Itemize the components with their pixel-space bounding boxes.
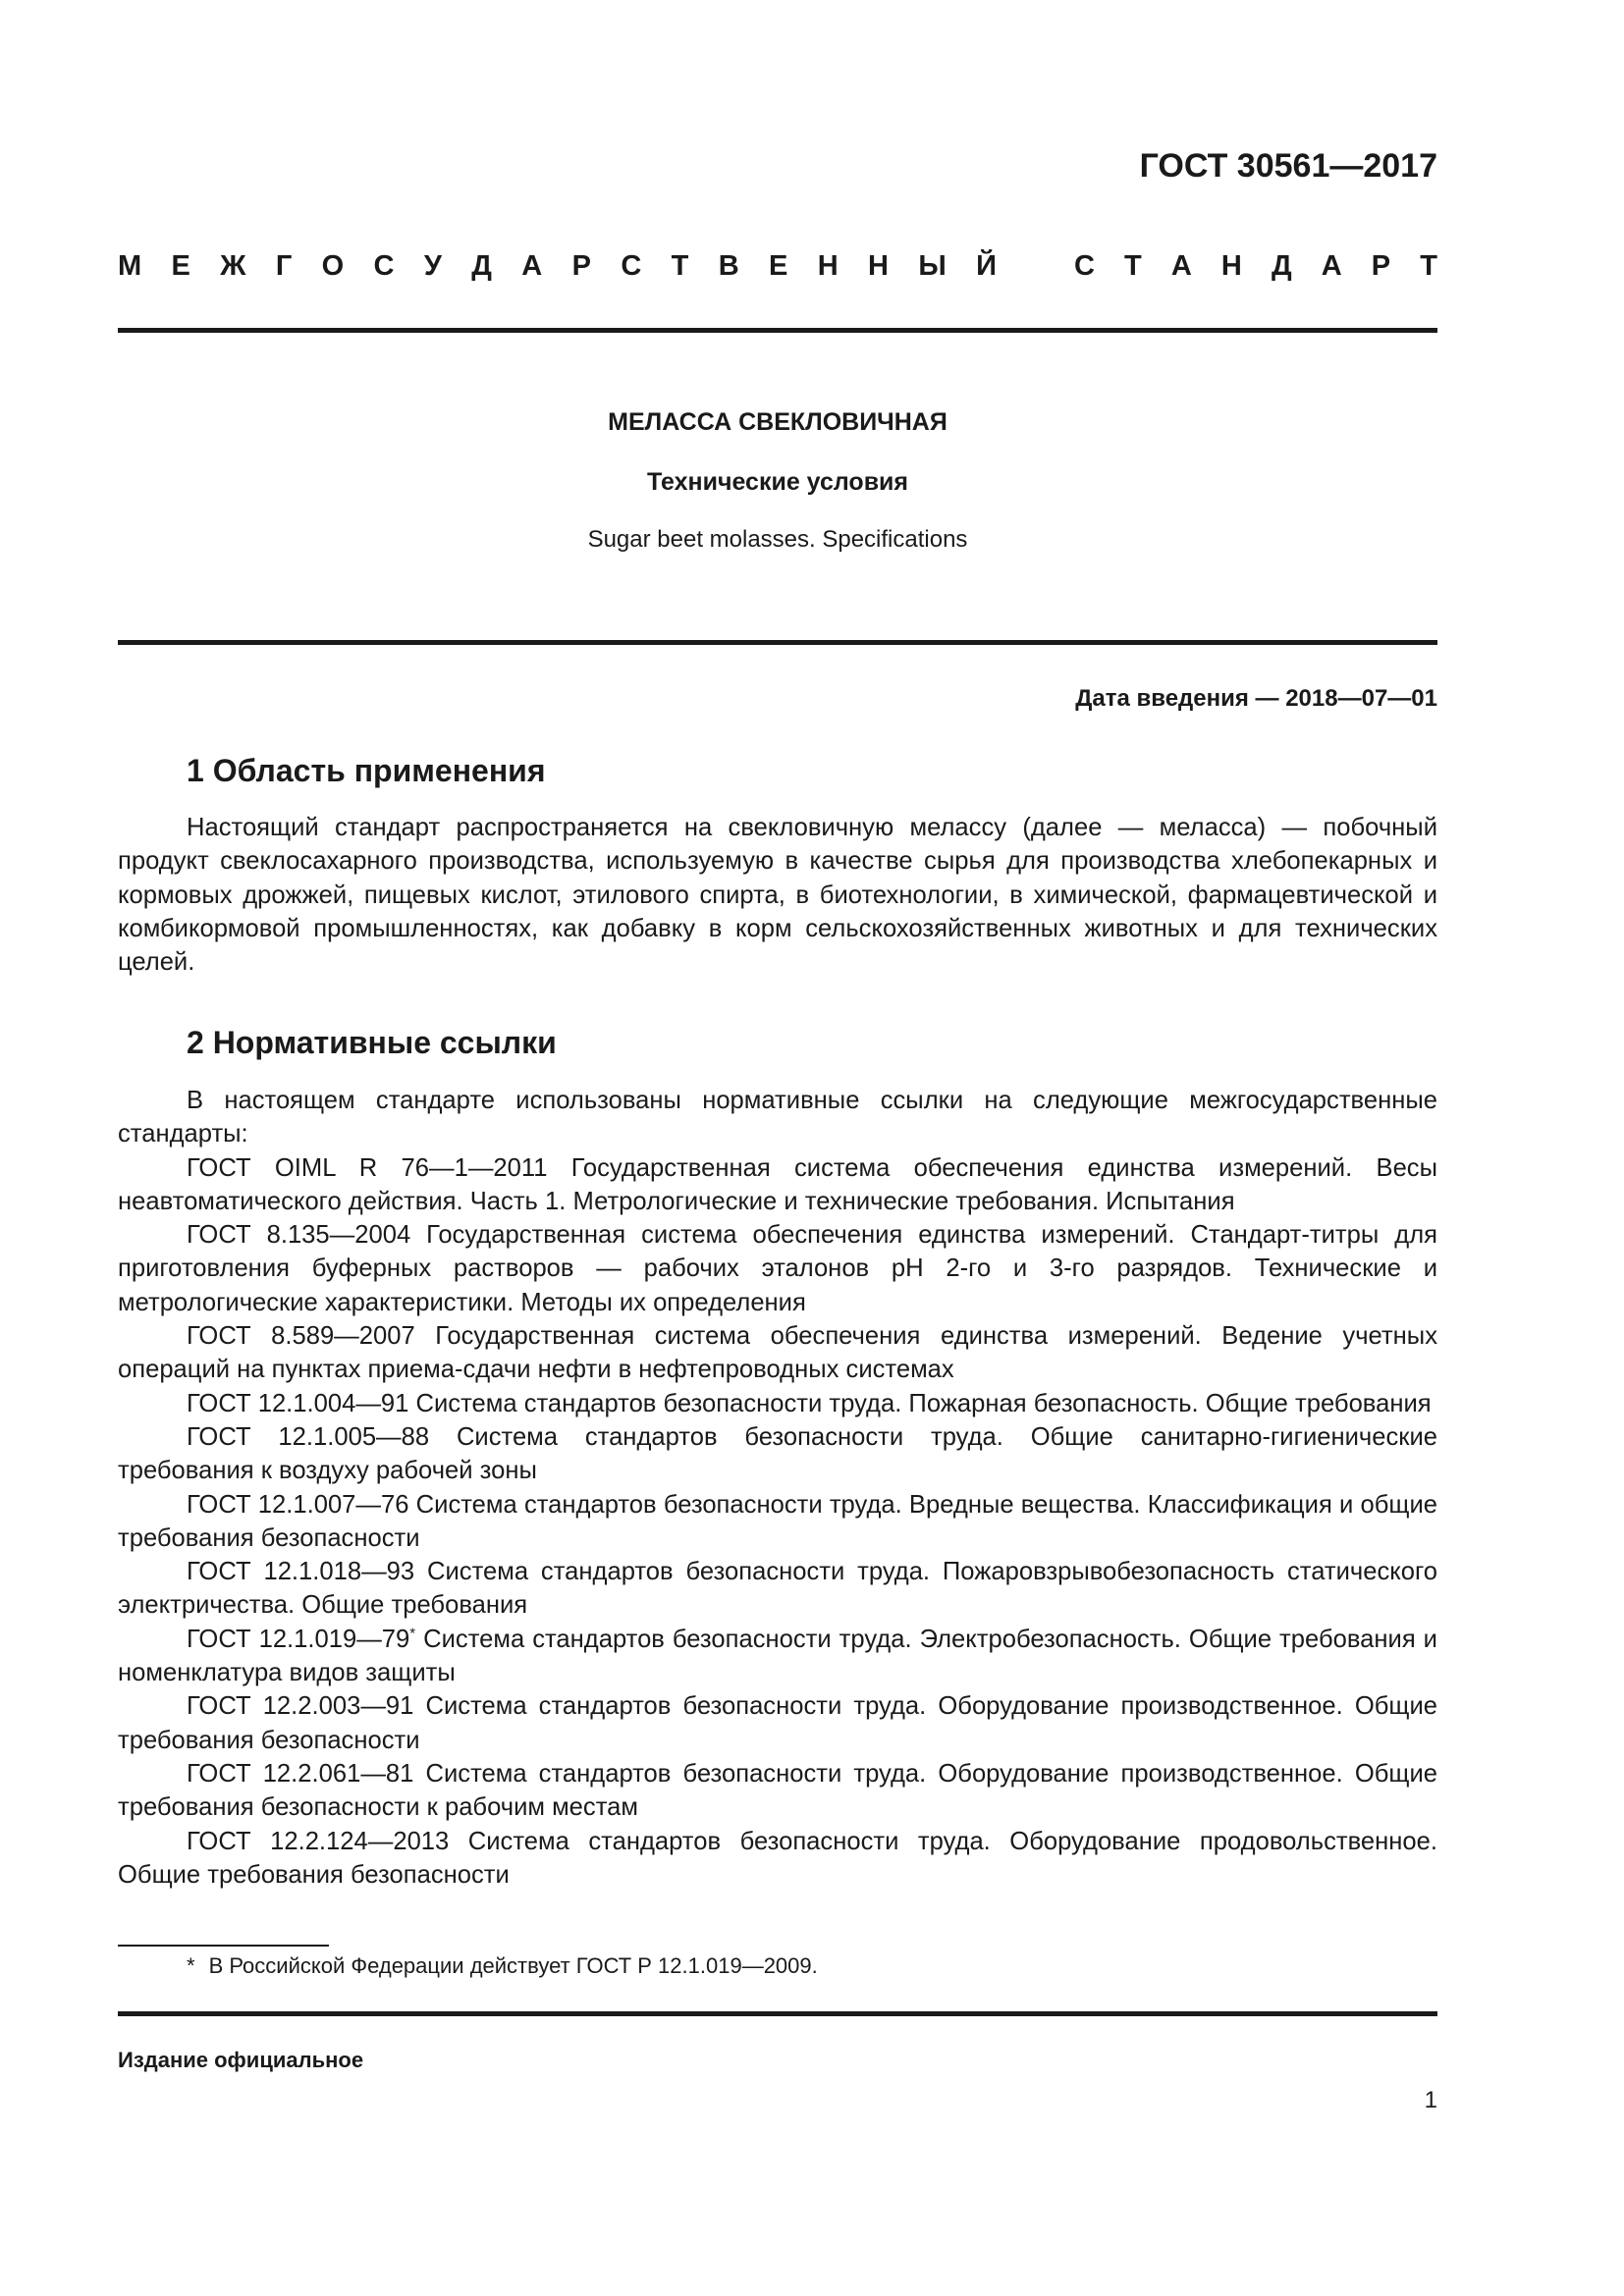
banner-letter: С [621,250,642,282]
top-rule [118,328,1437,333]
reference-text: Система стандартов безопасности труда. Электробезопасность. Общие требования и номенклатура видов защиты [118,1625,1437,1687]
banner-letter: Т [671,250,689,282]
banner-letter: А [1170,250,1192,282]
footnote-separator [118,1945,329,1947]
banner-letter: О [321,250,345,282]
banner-letter: Н [817,250,839,282]
reference-item: ГОСТ 12.1.004—91 Система стандартов безопасности труда. Пожарная безопасность. Общие требования [187,1389,1432,1417]
standard-number: ГОСТ 30561—2017 [1139,147,1437,185]
banner-letter: Р [1371,250,1391,282]
document-english-title: Sugar beet molasses. Specifications [587,526,968,553]
banner-letter: Д [471,250,492,282]
banner-letter: С [1074,250,1095,282]
banner-letter: Й [976,250,997,282]
section-2-intro: В настоящем стандарте использованы нормативные ссылки на следующие межгосударственные стандарты: [118,1087,1437,1148]
reference-item: ГОСТ 12.2.061—81 Система стандартов безопасности труда. Оборудование производственное. Общие требования безопасности к рабочим местам [118,1759,1437,1822]
banner-letter: А [1321,250,1342,282]
banner-letter: Н [868,250,889,282]
banner-letter: Е [171,250,190,282]
reference-item: ГОСТ 12.1.007—76 Система стандартов безопасности труда. Вредные вещества. Классификация и общие требования безопасности [118,1490,1437,1552]
section-1-body [118,811,1437,979]
banner-word-standard [1074,250,1437,283]
banner-letter: А [521,250,543,282]
reference-item: ГОСТ 12.1.018—93 Система стандартов безопасности труда. Пожаровзрывобезопасность статического электричества. Общие требования [118,1558,1437,1620]
banner-letter: Р [571,250,591,282]
reference-code: ГОСТ 12.1.019—79 [187,1625,410,1653]
title-rule [118,640,1437,645]
banner-letter: М [118,250,142,282]
banner-letter: Н [1220,250,1242,282]
footnote-mark: * [187,1953,195,1978]
reference-item: ГОСТ 12.2.124—2013 Система стандартов безопасности труда. Оборудование продовольственное. Общие требования безопасности [118,1827,1437,1889]
reference-item: ГОСТ 8.589—2007 Государственная система обеспечения единства измерений. Ведение учетных операций на пунктах приема-сдачи нефти в нефтепроводных системах [118,1322,1437,1384]
banner-letter: Г [275,250,293,282]
reference-item-with-footnote [118,1623,1437,1690]
section-2-body [118,1084,1437,1892]
banner-letter: Д [1271,250,1292,282]
section-2-heading: 2 Нормативные ссылки [187,1025,557,1060]
banner-letter: У [423,250,442,282]
page-number: 1 [1424,2087,1437,2113]
reference-item: ГОСТ OIML R 76—1—2011 Государственная система обеспечения единства измерений. Весы неавтоматического действия. Часть 1. Метрологические и технические требования. Испытания [118,1153,1437,1215]
banner-letter: Ы [918,250,947,282]
banner-letter: Т [1420,250,1437,282]
reference-item: ГОСТ 12.2.003—91 Система стандартов безопасности труда. Оборудование производственное. Общие требования безопасности [118,1692,1437,1754]
document-title: МЕЛАССА СВЕКЛОВИЧНАЯ [608,408,947,436]
edition-label: Издание официальное [118,2048,364,2072]
document-subtitle: Технические условия [646,468,909,496]
banner-letter: Т [1124,250,1142,282]
footnote-text: В Российской Федерации действует ГОСТ Р 12.1.019—2009. [208,1953,818,1978]
introduction-date: Дата введения — 2018—07—01 [1075,685,1437,712]
banner-letter: С [373,250,395,282]
banner-word-interstate [118,250,997,283]
footnote [187,1953,818,1979]
footer-rule [118,2011,1437,2016]
banner-letter: В [718,250,739,282]
section-1-paragraph: Настоящий стандарт распространяется на свекловичную мелассу (далее — меласса) — побочный продукт свеклосахарного производства, используемую в качестве сырья для производства хлебопекарных и кормовых дрожжей, пищевых кислот, этилового спирта, в биотехнологии, в химической, фармацевтической и комбикормовой промышленностях, как добавку в корм сельскохозяйственных животных и для технических целей. [118,814,1437,977]
reference-item: ГОСТ 12.1.005—88 Система стандартов безопасности труда. Общие санитарно-гигиенические требования к воздуху рабочей зоны [118,1422,1437,1485]
standard-type-banner [118,250,1437,283]
banner-letter: Е [769,250,788,282]
section-1-heading: 1 Область применения [187,753,546,788]
footnote-marker: * [409,1625,416,1642]
reference-item: ГОСТ 8.135—2004 Государственная система обеспечения единства измерений. Стандарт-титры для приготовления буферных растворов — рабочих эталонов pH 2-го и 3-го разрядов. Технические и метрологические характеристики. Методы их определения [118,1221,1437,1316]
banner-letter: Ж [220,250,246,282]
